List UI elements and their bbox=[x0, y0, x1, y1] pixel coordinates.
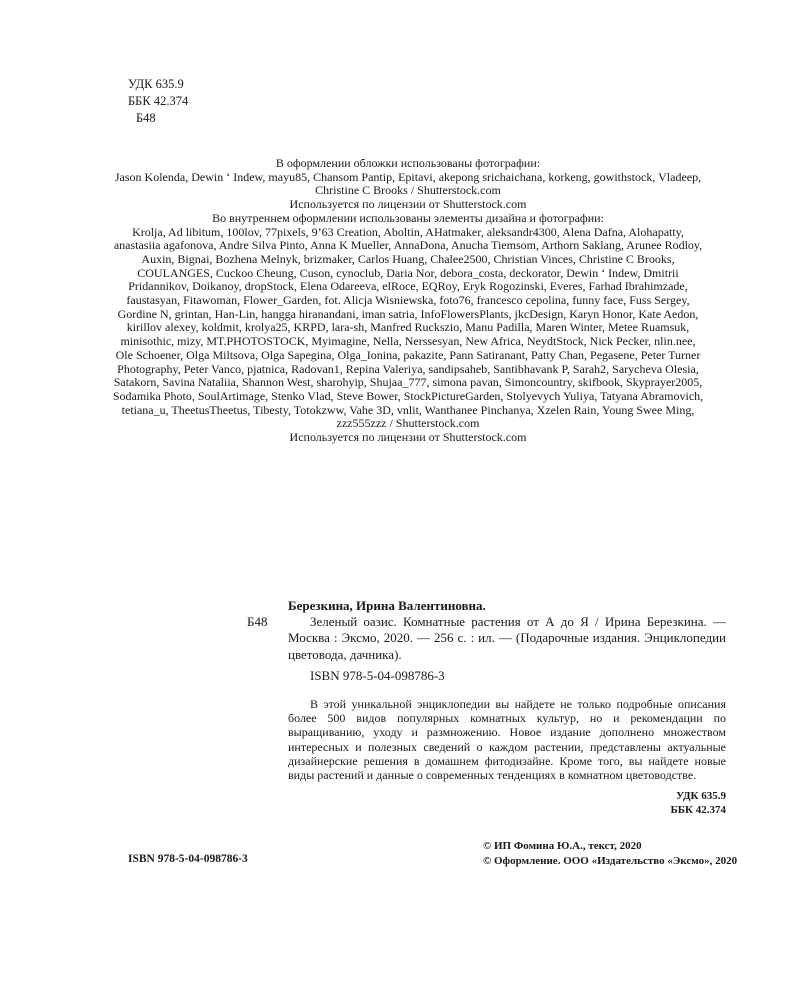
book-annotation: В этой уникальной энциклопедии вы найдете не только подробные описания более 500 видов популярных комнатных культур, но и рекомендации по выращиванию, уходу и размножению. Новое издание дополнено множеством интересных и полезных сведений о каждом растении, представлены актуальные дизайнерские решения в домашнем фитодизайне. Кроме того, вы найдете новые виды растений и данные о современных тенденциях в комнатном цветоводстве. bbox=[288, 697, 726, 783]
classification-block bbox=[128, 76, 188, 127]
record-udk: УДК 635.9 bbox=[675, 790, 726, 803]
bbk-code: ББК 42.374 bbox=[128, 94, 189, 108]
bibliographic-record bbox=[288, 598, 726, 817]
record-codes bbox=[288, 789, 726, 817]
bibliographic-author-code: Б48 bbox=[247, 614, 268, 629]
cover-credits-names: Jason Kolenda, Dewin ‘ Indew, mayu85, Chansom Pantip, Epitavi, akepong srichaichana, korkeng, gowithstock, Vladeep, Christine C Brooks / Shutterstock.com bbox=[114, 169, 702, 198]
author-code: Б48 bbox=[136, 111, 156, 125]
inner-credits-license: Используется по лицензии от Shutterstock.com bbox=[289, 430, 527, 445]
footer-isbn: ISBN 978-5-04-098786-3 bbox=[128, 853, 248, 865]
inner-credits-heading: Во внутреннем оформлении использованы элементы дизайна и фотографии: bbox=[212, 210, 604, 225]
copyright-text: © ИП Фомина Ю.А., текст, 2020 bbox=[483, 840, 642, 852]
book-description: Зеленый оазис. Комнатные растения от А до Я / Ирина Березкина. — Москва : Эксмо, 2020. — 256 с. : ил. — (Подарочные издания. Энциклопедии цветовода, дачника). bbox=[288, 614, 726, 662]
copyright-block bbox=[483, 839, 737, 869]
author-name: Березкина, Ирина Валентиновна. bbox=[288, 598, 486, 613]
photo-credits bbox=[112, 157, 704, 445]
cover-credits-heading: В оформлении обложки использованы фотографии: bbox=[275, 156, 541, 170]
cover-credits-license: Используется по лицензии от Shutterstock.com bbox=[289, 197, 527, 212]
inner-credits-names: Krolja, Ad libitum, 100lov, 77pixels, 9’63 Creation, Aboltin, AHatmaker, aleksandr4300, Alena Dafna, Alohapatty, anastasiia agafonova, Andre Silva Pinto, Anna K Mueller, AnnaDona, Anucha Tiemsom, Arthorn Saklang, Arunee Rodloy, Auxin, Bignai, Bozhena Melnyk, brizmaker, Carlos Huang, Chalee2500, Christian Vinces, Christine C Brooks, COULANGES, Cuckoo Cheung, Cuson, cynoclub, Daria Nor, debora_costa, deckorator, Dewin ‘ Indew, Dmitrii Pridannikov, Doikanoy, dropStock, Elena Odareeva, elRoce, EQRoy, Eryk Rogozinski, Everes, Farhad Ibrahimzade, faustasyan, Fitawoman, Flower_Garden, fot. Alicja Wisniewska, foto76, francesco cepolina, funny face, Fuss Sergey, Gordine N, grintan, Han-Lin, hangga hiranandani, iman satria, InfoFlowersPlants, jkcDesign, Karyn Honor, Kate Aedon, kirillov alexey, koldmit, krolya25, KRPD, lara-sh, Manfred Ruckszio, Manu Padilla, Maren Winter, Metee Ruamsuk, minisothic, mizy, MT.PHOTOSTOCK, Myimagine, Nella, Nerssesyan, New Africa, NeydtStock, Nick Pecker, nlin.nee, Ole Schoener, Olga Miltsova, Olga Sapegina, Olga_Ionina, pakazite, Pann Satiranant, Patty Chan, Pegasene, Peter Turner Photography, Peter Vanco, pjatnica, Radovan1, Repina Valeriya, sandipsaheb, Santibhavank P, Sarah2, Sarycheva Olesia, Satakorn, Savina Nataliia, Shannon West, sharohyip, Shujaa_777, simona pavan, Simoncountry, skifbook, Skyprayer2005, Sodamika Photo, SoulArtimage, Stenko Vlad, Steve Bower, StockPictureGarden, Stolyevych Yuliya, Tatyana Abramovich, tetiana_u, TheetusTheetus, Tibesty, Totokzww, Vahe 3D, vnlit, Wanthanee Pinchanya, Xzelen Rain, Young Swee Ming, zzz555zzz / Shutterstock.com bbox=[112, 224, 704, 431]
udk-code: УДК 635.9 bbox=[128, 77, 184, 91]
record-bbk: ББК 42.374 bbox=[670, 804, 726, 817]
copyright-design: © Оформление. ООО «Издательство «Эксмо», 2020 bbox=[483, 855, 738, 867]
record-isbn: ISBN 978-5-04-098786-3 bbox=[310, 667, 445, 683]
